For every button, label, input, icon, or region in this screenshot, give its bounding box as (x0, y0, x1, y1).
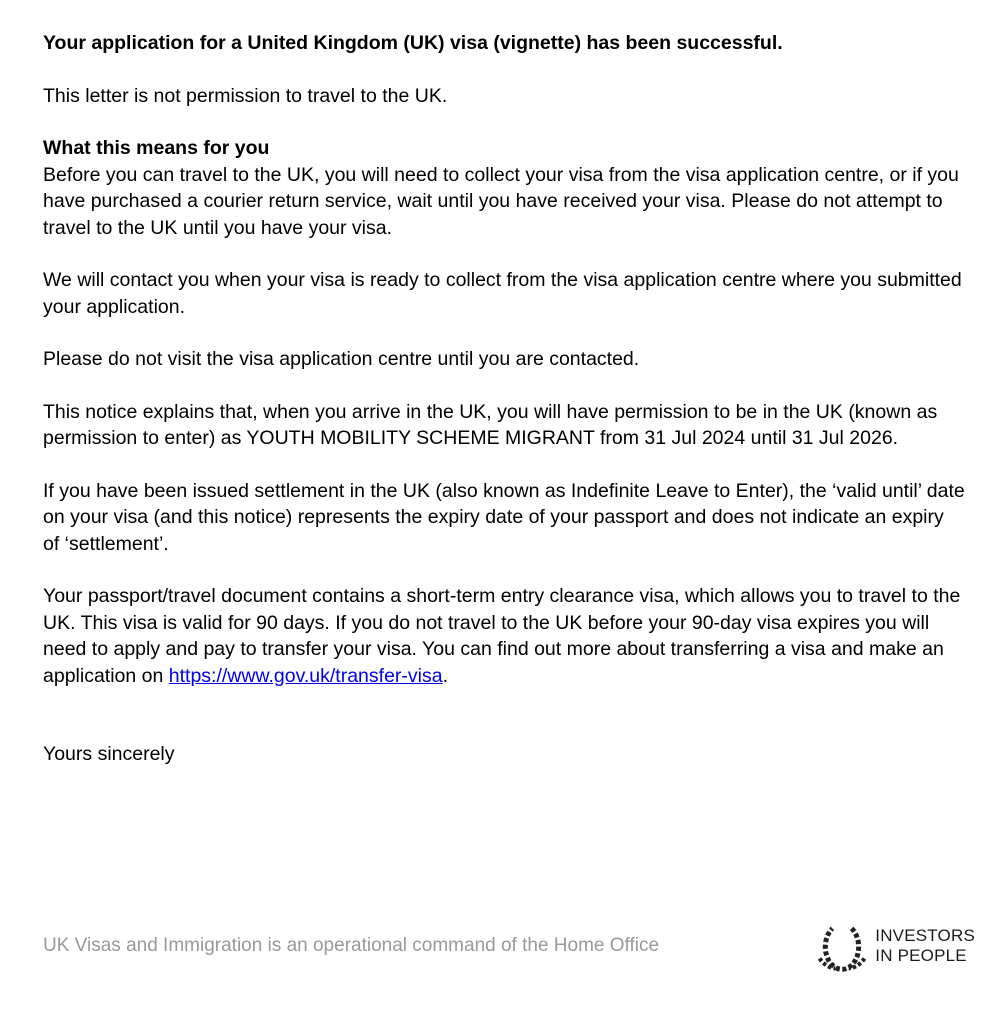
transfer-visa-link[interactable]: https://www.gov.uk/transfer-visa (168, 664, 443, 687)
para-collect-visa: Before you can travel to the UK, you will need to collect your visa from the visa application centre, or if you have purchased a courier return service, wait until you have received your visa. Please do not attempt to travel to the UK until you have your visa. (43, 163, 959, 239)
para-transfer-visa (43, 583, 965, 689)
para-permission-notice: This notice explains that, when you arrive in the UK, you will have permission to be in the UK (known as permission to enter) as YOUTH MOBILITY SCHEME MIGRANT from 31 Jul 2024 until 31 Jul 2026. (43, 400, 938, 449)
transfer-text-after: . (442, 664, 449, 687)
intro-line: This letter is not permission to travel to the UK. (43, 84, 448, 107)
para-contact: We will contact you when your visa is ready to collect from the visa application centre where you submitted your application. (43, 269, 962, 318)
para-settlement: If you have been issued settlement in the UK (also known as Indefinite Leave to Enter), the ‘valid until’ date on your visa (and this notice) represents the expiry date of your passport and does not indicate an expiry of ‘settlement’. (43, 479, 965, 555)
logo-text (875, 926, 975, 967)
laurel-wreath-icon (817, 918, 867, 974)
investors-in-people-logo (817, 918, 975, 974)
transfer-text-before: Your passport/travel document contains a short-term entry clearance visa, which allows you to travel to the UK. This visa is valid for 90 days. If you do not travel to the UK before your 90-day visa expires you will need to apply and pay to transfer your visa. You can find out more about transferring a visa and make an application on (43, 585, 961, 687)
logo-line2: IN PEOPLE (875, 946, 967, 965)
letter-heading: Your application for a United Kingdom (UK) visa (vignette) has been successful. (43, 32, 783, 54)
logo-line1: INVESTORS (875, 925, 975, 945)
para-do-not-visit: Please do not visit the visa application centre until you are contacted. (43, 348, 640, 370)
footer (0, 918, 1007, 974)
footer-text: UK Visas and Immigration is an operational command of the Home Office (43, 935, 660, 956)
section-title: What this means for you (43, 137, 270, 159)
closing-salutation: Yours sincerely (43, 743, 175, 765)
